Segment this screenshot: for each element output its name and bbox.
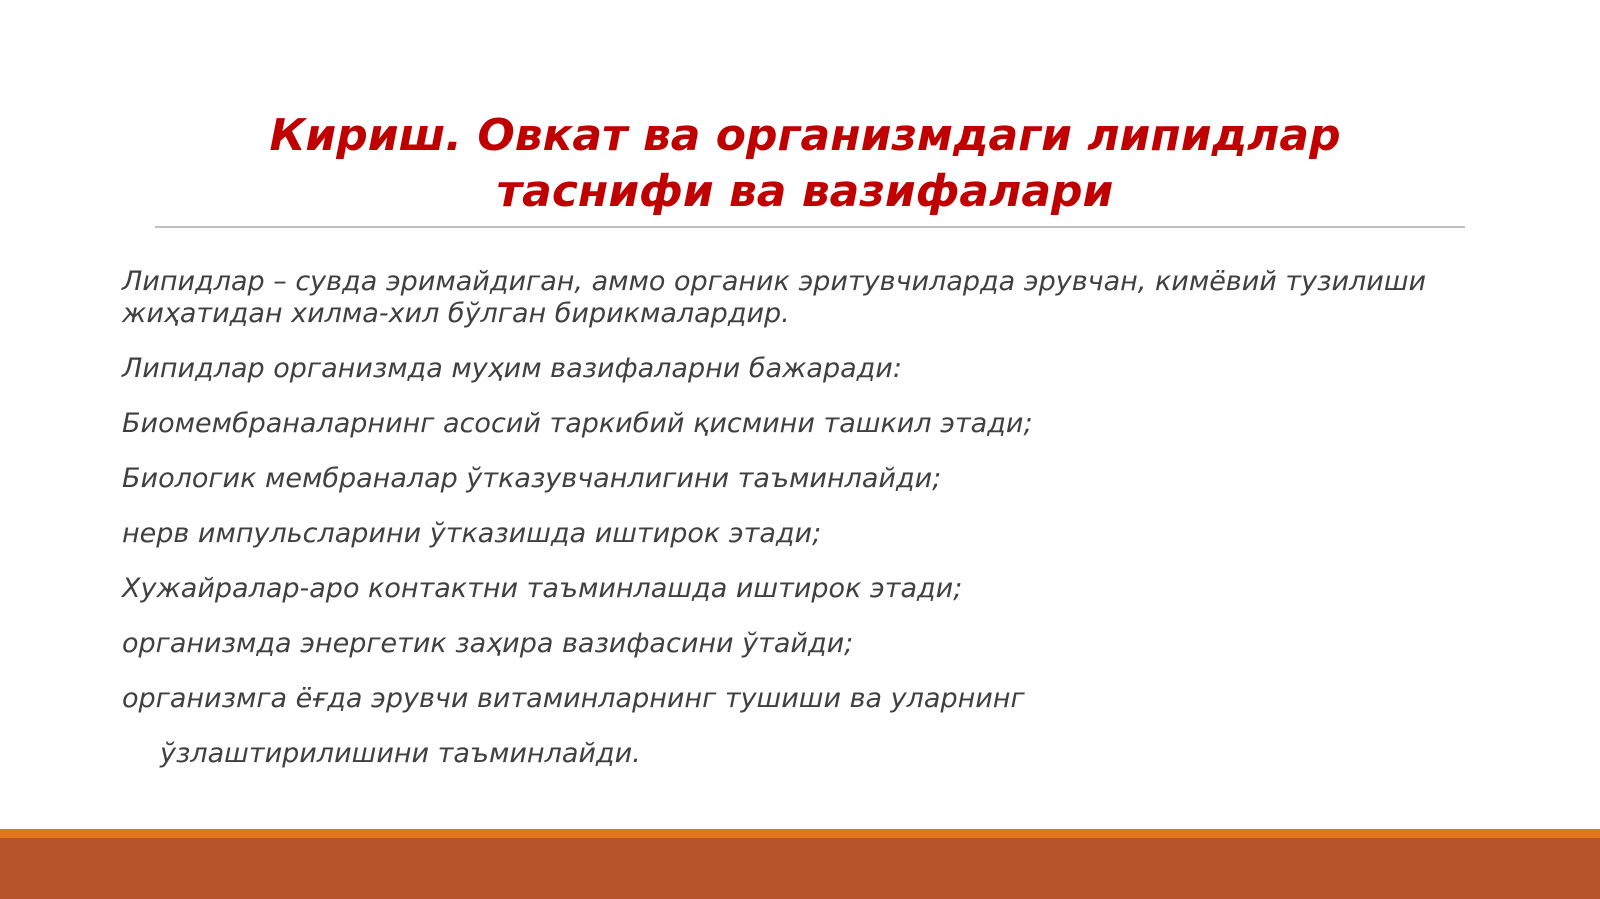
slide-title-line-1: Кириш. Овкат ва организмдаги липидлар [269, 110, 1341, 161]
paragraph-function-5: организмда энергетик заҳира вазифасини ўтайди; [122, 628, 854, 659]
footer-bar [0, 838, 1600, 899]
paragraph-function-3: нерв импульсларини ўтказишда иштирок этади; [122, 518, 822, 549]
slide-title-line-2: таснифи ва вазифалари [496, 166, 1114, 217]
slide-body [122, 266, 1482, 793]
footer-accent-stripe [0, 829, 1600, 838]
paragraph-definition: Липидлар – сувда эримайдиган, аммо органик эритувчиларда эрувчан, кимёвий тузилиши жиҳатидан хилма-хил бўлган бирикмалардир. [122, 266, 1427, 329]
paragraph-function-1: Биомембраналарнинг асосий таркибий қисмини ташкил этади; [122, 408, 1033, 439]
title-divider [155, 226, 1465, 228]
paragraph-function-4: Хужайралар-аро контактни таъминлашда иштирок этади; [122, 573, 963, 604]
paragraph-function-2: Биологик мембраналар ўтказувчанлигини таъминлайди; [122, 463, 942, 494]
slide-title [150, 108, 1460, 220]
paragraph-function-6-continued: ўзлаштирилишини таъминлайди. [160, 738, 641, 769]
paragraph-functions-intro: Липидлар организмда муҳим вазифаларни бажаради: [122, 353, 902, 384]
paragraph-function-6: организмга ёғда эрувчи витаминларнинг тушиши ва уларнинг [122, 683, 1025, 714]
